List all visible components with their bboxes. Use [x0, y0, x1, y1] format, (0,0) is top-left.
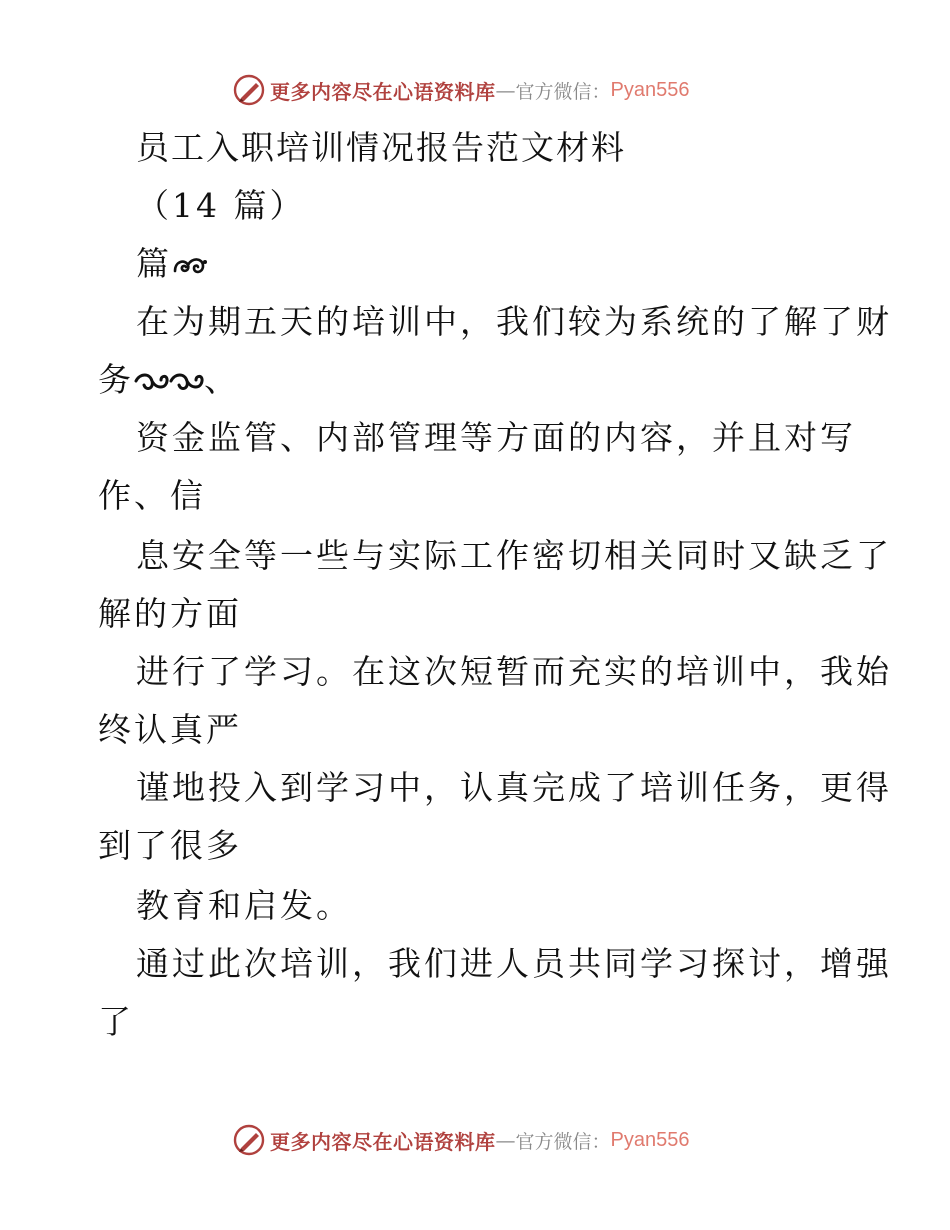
text-line-with-ornament	[98, 360, 240, 400]
text-line: 终认真严	[98, 710, 242, 749]
pen-logo-icon	[232, 73, 266, 107]
ornament-icon	[134, 369, 204, 395]
text-line: 资金监管、内部管理等方面的内容，并且对写	[136, 418, 856, 457]
section-heading	[136, 244, 208, 284]
text-line: 谨地投入到学习中，认真完成了培训任务，更得	[136, 768, 892, 807]
banner-main-text: 更多内容尽在心语资料库	[270, 79, 496, 104]
article-count: （14 篇）	[136, 186, 306, 225]
pen-logo-icon	[232, 1123, 266, 1157]
banner-separator: —	[495, 1128, 516, 1152]
text-line: 通过此次培训，我们进人员共同学习探讨，增强	[136, 944, 892, 983]
text-segment: 、	[204, 360, 240, 399]
text-line: 到了很多	[98, 826, 242, 865]
banner-wechat-label: 官方微信：	[515, 80, 611, 103]
text-line: 在为期五天的培训中，我们较为系统的了解了财	[136, 302, 892, 341]
text-line: 解的方面	[98, 594, 242, 633]
text-line: 作、信	[98, 476, 206, 515]
text-segment: 务	[98, 360, 134, 399]
text-line: 教育和启发。	[136, 886, 352, 925]
banner-wechat-id: Pyan556	[610, 1128, 690, 1151]
text-line: 进行了学习。在这次短暂而充实的培训中，我始	[136, 652, 892, 691]
banner-wechat-id: Pyan556	[610, 78, 690, 101]
document-title: 员工入职培训情况报告范文材料	[136, 128, 626, 167]
header-banner	[232, 72, 689, 108]
section-label: 篇	[136, 244, 172, 283]
banner-separator: —	[495, 78, 516, 102]
ornament-icon	[172, 253, 208, 279]
footer-banner	[232, 1122, 689, 1158]
text-line: 息安全等一些与实际工作密切相关同时又缺乏了	[136, 536, 892, 575]
text-line: 了	[98, 1002, 134, 1041]
banner-main-text: 更多内容尽在心语资料库	[270, 1129, 496, 1154]
banner-wechat-label: 官方微信：	[515, 1130, 611, 1153]
